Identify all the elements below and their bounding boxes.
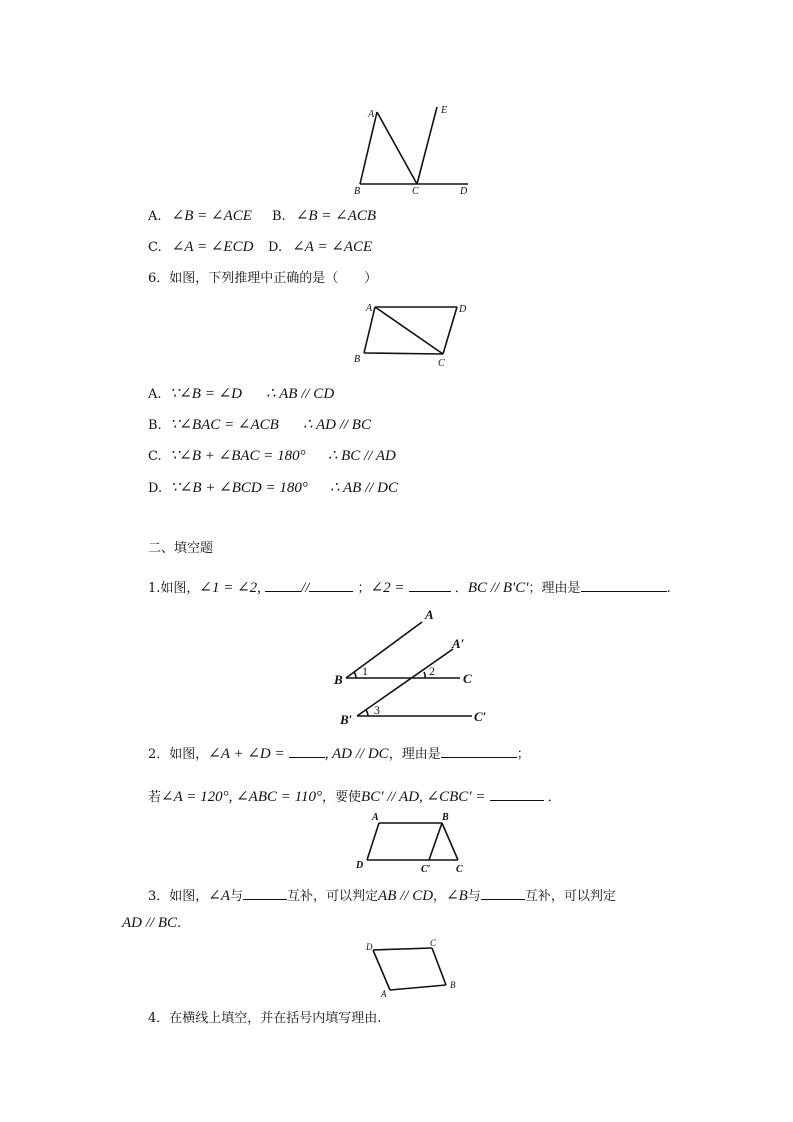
q6-option-a: [148, 385, 334, 404]
q6-stem: 6．如图，下列推理中正确的是（ ）: [148, 271, 378, 286]
q5-line-ba: [360, 112, 377, 184]
fill-q3-a: ∠A: [208, 888, 231, 904]
q6-option-d: [148, 479, 398, 498]
q6-label-b: B: [354, 354, 361, 365]
q6-option-b: [148, 416, 371, 435]
fill-q3-end: .: [177, 916, 182, 931]
fill-q2-expr: ∠A + ∠D =: [208, 746, 285, 762]
fill-q1-label-2: 2: [429, 664, 435, 678]
fill-q1-label-c: C: [463, 671, 472, 686]
fill-q3-figure: [360, 938, 465, 1000]
fill-q2-label-b: B: [442, 812, 449, 823]
fill-q1-label-1: 1: [362, 664, 368, 678]
fill-q1-figure: [332, 604, 502, 729]
q5-figure: [340, 100, 480, 195]
fill-q2-line-bc: [442, 823, 458, 860]
q6-option-a-therefore: ∴ AB // CD: [266, 386, 335, 402]
fill-q2-tail: , AD // DC: [324, 746, 389, 762]
q5-option-b: [272, 207, 376, 226]
fill-q1-end: .: [666, 581, 671, 596]
fill-q2-line2-expr2: BC′ // AD, ∠CBC′ =: [361, 789, 486, 805]
fill-q3-line-ba: [390, 985, 446, 990]
fill-q3-line-dc: [373, 948, 432, 950]
fill-q1-parallel: //: [301, 580, 310, 596]
q6-label-c: C: [438, 358, 445, 369]
q5-option-c: [148, 238, 253, 257]
q6-option-d-label: D.: [148, 481, 163, 496]
q6-option-b-label: B.: [148, 418, 162, 433]
fill-q1-blank-2[interactable]: [309, 577, 353, 592]
q5-line-ce: [417, 107, 437, 184]
q6-option-c-because: ∵∠B + ∠BAC = 180°: [169, 448, 306, 464]
fill-q1-semi: ；: [357, 581, 371, 596]
fill-q3: [148, 885, 616, 906]
fill-q2-figure: [350, 810, 475, 878]
q6-option-a-label: A.: [148, 387, 162, 402]
fill-q3-yu2: 与: [467, 889, 481, 904]
q6-option-c: [148, 447, 396, 466]
q5-option-d: [268, 238, 372, 257]
fill-q2-line2-expr: ∠A = 120°, ∠ABC = 110°: [161, 789, 323, 805]
fill-q1-angle1-arc: [354, 672, 356, 678]
fill-q1-label-b-prime: B′: [340, 712, 353, 727]
q6-option-d-because: ∵∠B + ∠BCD = 180°: [170, 480, 308, 496]
fill-q3-line2: [122, 914, 181, 933]
fill-q2-label-d: D: [356, 860, 364, 871]
fill-q2-label-c: C: [456, 864, 463, 875]
q6-option-a-because: ∵∠B = ∠D: [169, 386, 242, 402]
q5-option-b-expr: ∠B = ∠ACB: [295, 208, 377, 224]
fill-q2-blank-1[interactable]: [289, 743, 325, 758]
q6-label-d: D: [459, 304, 467, 315]
fill-q3-label-d: D: [366, 942, 373, 952]
fill-q1-line-ba: [346, 622, 422, 678]
q6-option-b-therefore: ∴ AD // BC: [302, 417, 371, 433]
fill-q2-line2-mid: ，要使: [322, 790, 362, 805]
fill-q2-blank-reason[interactable]: [441, 743, 517, 758]
q5-label-b: B: [354, 186, 361, 195]
q5-option-a-label: A.: [148, 209, 162, 224]
q5-label-e: E: [441, 105, 448, 116]
q5-option-a: [148, 207, 252, 226]
fill-q1-reason-prefix: ；理由是: [528, 581, 581, 596]
q6-line-dc: [443, 307, 457, 354]
q5-option-d-label: D.: [268, 240, 283, 255]
q5-option-c-label: C.: [148, 240, 162, 255]
q5-label-c: C: [412, 186, 419, 195]
fill-q4: 4．在横线上填空，并在括号内填写理由.: [148, 1011, 382, 1026]
q6-line-ac: [375, 307, 443, 354]
fill-q1-dot: ．: [454, 581, 468, 596]
q5-option-d-expr: ∠A = ∠ACE: [292, 239, 373, 255]
fill-q3-comma: ，: [433, 889, 447, 904]
fill-q3-yu1: 与: [230, 889, 244, 904]
fill-q1-conclusion: BC // B′C′: [467, 580, 529, 596]
fill-q1: [148, 577, 671, 598]
fill-q3-line-ad: [373, 950, 390, 990]
fill-q2-reason-prefix: ，理由是: [388, 747, 441, 762]
q5-option-b-label: B.: [272, 209, 286, 224]
fill-q1-angle2-arc: [424, 672, 425, 678]
fill-q3-line-cb: [432, 948, 446, 985]
fill-q2-prefix: 2．如图，: [148, 747, 209, 762]
q6-option-b-because: ∵∠BAC = ∠ACB: [169, 417, 279, 433]
fill-q1-label-a: A: [425, 607, 434, 622]
fill-q2-line2-end: ．: [547, 790, 561, 805]
fill-q1-label-3: 3: [374, 703, 380, 717]
q6-line-cb: [364, 353, 443, 354]
fill-q1-label-b: B: [334, 672, 343, 687]
q5-option-c-expr: ∠A = ∠ECD: [171, 239, 254, 255]
fill-q2-line-bc-prime: [429, 823, 442, 860]
q5-option-a-expr: ∠B = ∠ACE: [171, 208, 252, 224]
fill-q1-blank-reason[interactable]: [581, 577, 667, 592]
q6-label-a: A: [366, 303, 373, 314]
fill-q2-label-a: A: [372, 812, 379, 823]
q5-label-d: D: [460, 186, 468, 195]
fill-q3-p1: AB // CD: [378, 888, 434, 904]
q5-label-a: A: [368, 109, 375, 120]
q6-option-d-therefore: ∴ AB // DC: [329, 480, 398, 496]
fill-q3-p2: AD // BC: [122, 915, 177, 931]
fill-q3-blank-1[interactable]: [243, 885, 287, 900]
fill-q2: [148, 743, 530, 764]
fill-q3-prefix: 3．如图，: [148, 889, 209, 904]
fill-q1-blank-1[interactable]: [265, 577, 301, 592]
fill-q2-blank-2[interactable]: [490, 786, 544, 801]
fill-q1-angle3-arc: [366, 710, 368, 716]
fill-q1-prefix: 1.如图，: [148, 581, 200, 596]
fill-q3-b: ∠B: [446, 888, 468, 904]
q5-line-ac: [377, 112, 417, 184]
q6-option-c-label: C.: [148, 449, 162, 464]
fill-q1-angle2: ∠2 =: [370, 580, 405, 596]
fill-q3-label-a: A: [381, 989, 387, 999]
fill-q3-label-c: C: [430, 938, 437, 948]
section2-heading: 二、填空题: [148, 541, 214, 556]
fill-q2-end: ；: [516, 747, 530, 762]
fill-q2-line-ad: [367, 823, 379, 860]
fill-q3-blank-2[interactable]: [481, 885, 525, 900]
fill-q1-label-c-prime: C′: [474, 709, 487, 724]
fill-q1-cond: ∠1 = ∠2,: [199, 580, 261, 596]
fill-q3-mid1: 互补，可以判定: [287, 889, 379, 904]
fill-q2-label-c-prime: C′: [421, 864, 431, 875]
fill-q3-mid2: 互补，可以判定: [524, 889, 616, 904]
fill-q2-line2-prefix: 若: [148, 790, 162, 805]
fill-q3-label-b: B: [450, 980, 456, 990]
q6-option-c-therefore: ∴ BC // AD: [327, 448, 396, 464]
q6-figure: [345, 298, 480, 373]
fill-q1-label-a-prime: A′: [452, 636, 465, 651]
fill-q2-line2: [148, 786, 561, 807]
fill-q1-blank-3[interactable]: [409, 577, 451, 592]
